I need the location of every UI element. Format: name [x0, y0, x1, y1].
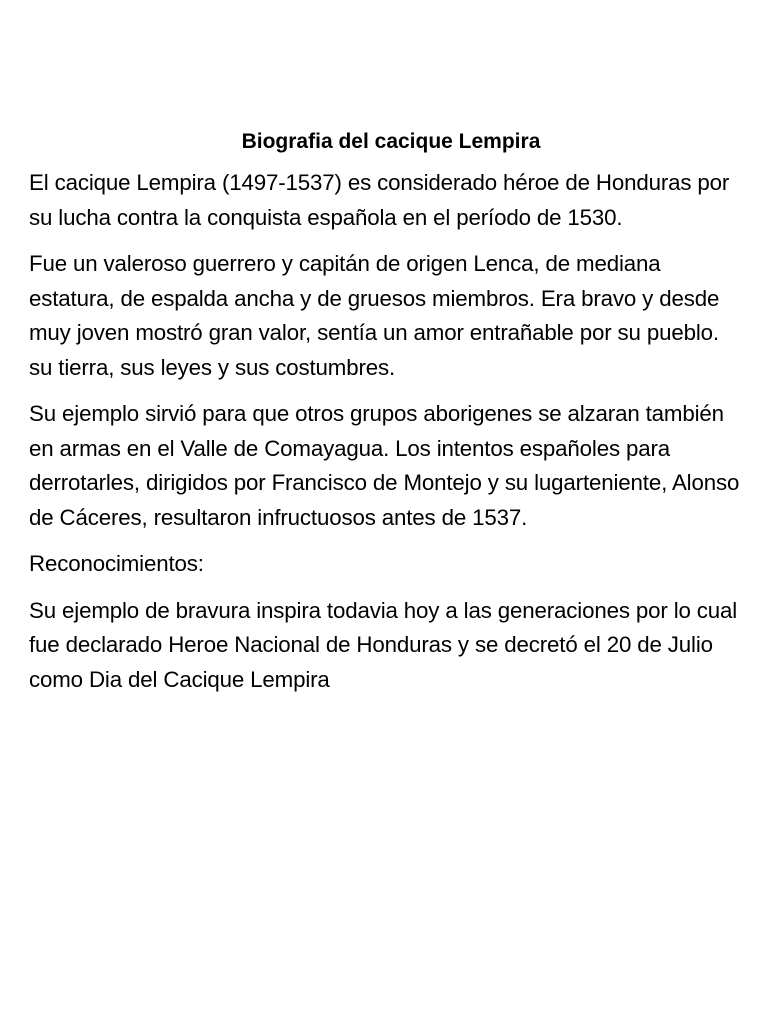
paragraph-recognitions: Su ejemplo de bravura inspira todavia hoy a las generaciones por lo cual fue declarado Heroe Nacional de Honduras y se decretó el 20 de Julio como Dia del Cacique Lempira: [29, 597, 738, 692]
document-title: Biografia del cacique Lempira: [241, 130, 541, 153]
paragraph-intro: El cacique Lempira (1497-1537) es considerado héroe de Honduras por su lucha contra la conquista española en el período de 1530.: [29, 170, 730, 230]
paragraph-legacy: Su ejemplo sirvió para que otros grupos aborigenes se alzaran también en armas en el Valle de Comayagua. Los intentos españoles para derrotarles, dirigidos por Francisco de Montejo y su lugarteniente, Alonso de Cáceres, resultaron infructuosos antes de 1537.: [29, 401, 740, 530]
paragraph-description: Fue un valeroso guerrero y capitán de origen Lenca, de mediana estatura, de espalda ancha y de gruesos miembros. Era bravo y desde muy joven mostró gran valor, sentía un amor entrañable por su pueblo. su tierra, sus leyes y sus costumbres.: [29, 251, 720, 380]
section-heading-recognitions: Reconocimientos:: [29, 551, 204, 576]
document-body: [29, 127, 745, 709]
